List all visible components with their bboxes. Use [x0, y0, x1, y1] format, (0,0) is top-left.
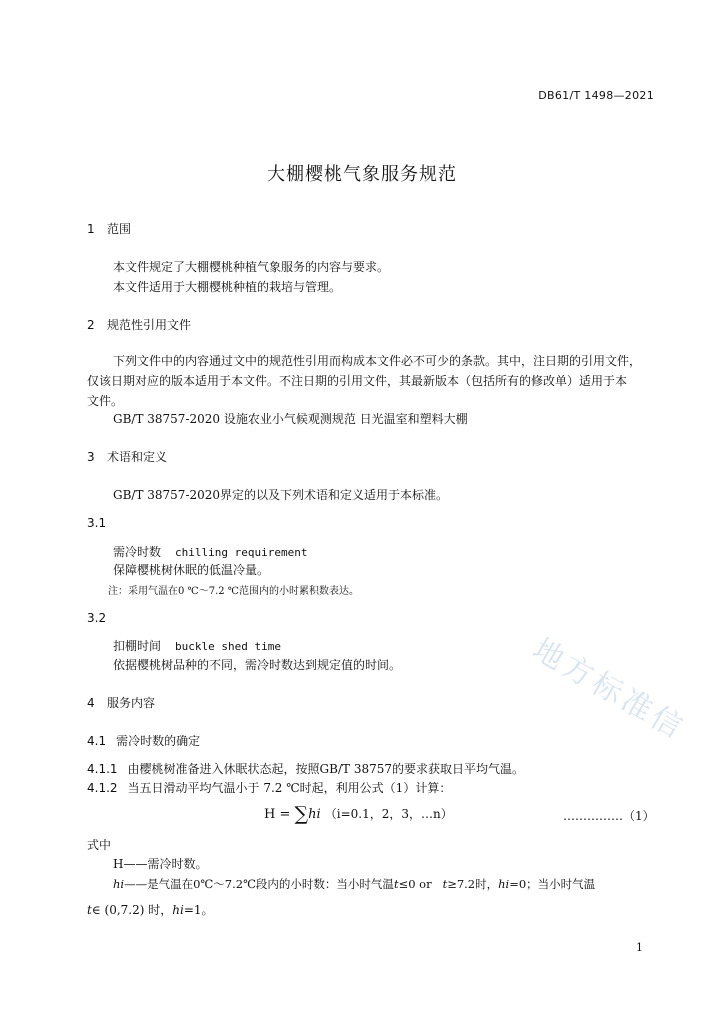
term-3-2-number: 3.2: [87, 611, 107, 625]
formula-range: （i=0.1，2，3，…n）: [324, 807, 453, 821]
document-title: 大棚樱桃气象服务规范: [267, 164, 457, 185]
term-3-1-definition: 保障樱桃树休眠的低温冷量。: [113, 563, 270, 577]
term-3-1-number: 3.1: [87, 516, 107, 530]
section-4-1-heading: 4.1 需冷时数的确定: [87, 734, 201, 748]
section-3-heading: 3 术语和定义: [87, 450, 168, 464]
term-3-2-definition: 依据樱桃树品种的不同，需冷时数达到规定值的时间。: [113, 658, 402, 672]
clause-4-1-1: 4.1.1 由樱桃树准备进入休眠状态起，按照GB/T 38757的要求获取日平均气温。: [87, 762, 524, 776]
section-2-para-line-2: 仅该日期对应的版本适用于本文件。不注日期的引用文件，其最新版本（包括所有的修改单）适用于本: [87, 374, 628, 388]
formula-lhs: H =: [264, 807, 291, 822]
section-1-para-2: 本文件适用于大棚樱桃种植的栽培与管理。: [113, 280, 342, 294]
section-2-para-line-3: 文件。: [87, 394, 124, 408]
clause-4-1-2: 4.1.2 当五日滑动平均气温小于 7.2 ℃时起，利用公式（1）计算：: [87, 781, 452, 795]
normative-reference: GB/T 38757-2020 设施农业小气候观测规范 日光温室和塑料大棚: [113, 412, 468, 426]
watermark: 地方标准信: [526, 631, 692, 748]
formula-reference: ……………（1）: [563, 809, 655, 823]
where-hi-definition: hi——是气温在0℃～7.2℃段内的小时数：当小时气温t≤0 or t≥7.2时，hi=0；当小时气温: [113, 877, 596, 891]
page-number: 1: [636, 941, 643, 954]
section-4-heading: 4 服务内容: [87, 696, 156, 710]
where-h-definition: H——需冷时数。: [113, 857, 208, 871]
term-3-1-title: 需冷时数 chilling requirement: [113, 545, 308, 559]
term-3-1-note: 注：采用气温在0 ℃～7.2 ℃范围内的小时累积数表达。: [108, 586, 359, 597]
where-hi-definition-cont: t∈ (0,7.2) 时，hi=1。: [87, 903, 214, 917]
formula-term: hi: [308, 807, 321, 822]
section-2-heading: 2 规范性引用文件: [87, 318, 192, 332]
standard-code: DB61/T 1498—2021: [538, 89, 654, 102]
formula-sum-symbol: ∑: [294, 803, 309, 825]
term-3-2-title: 扣棚时间 buckle shed time: [113, 639, 281, 653]
formula-1: [264, 803, 453, 825]
where-label: 式中: [87, 838, 112, 852]
section-1-para-1: 本文件规定了大棚樱桃种植气象服务的内容与要求。: [113, 260, 390, 274]
section-3-para: GB/T 38757-2020界定的以及下列术语和定义适用于本标准。: [113, 488, 449, 502]
section-2-para-line-1: 下列文件中的内容通过文中的规范性引用而构成本文件必不可少的条款。其中，注日期的引用文件，: [113, 354, 642, 368]
section-1-heading: 1 范围: [87, 222, 132, 236]
